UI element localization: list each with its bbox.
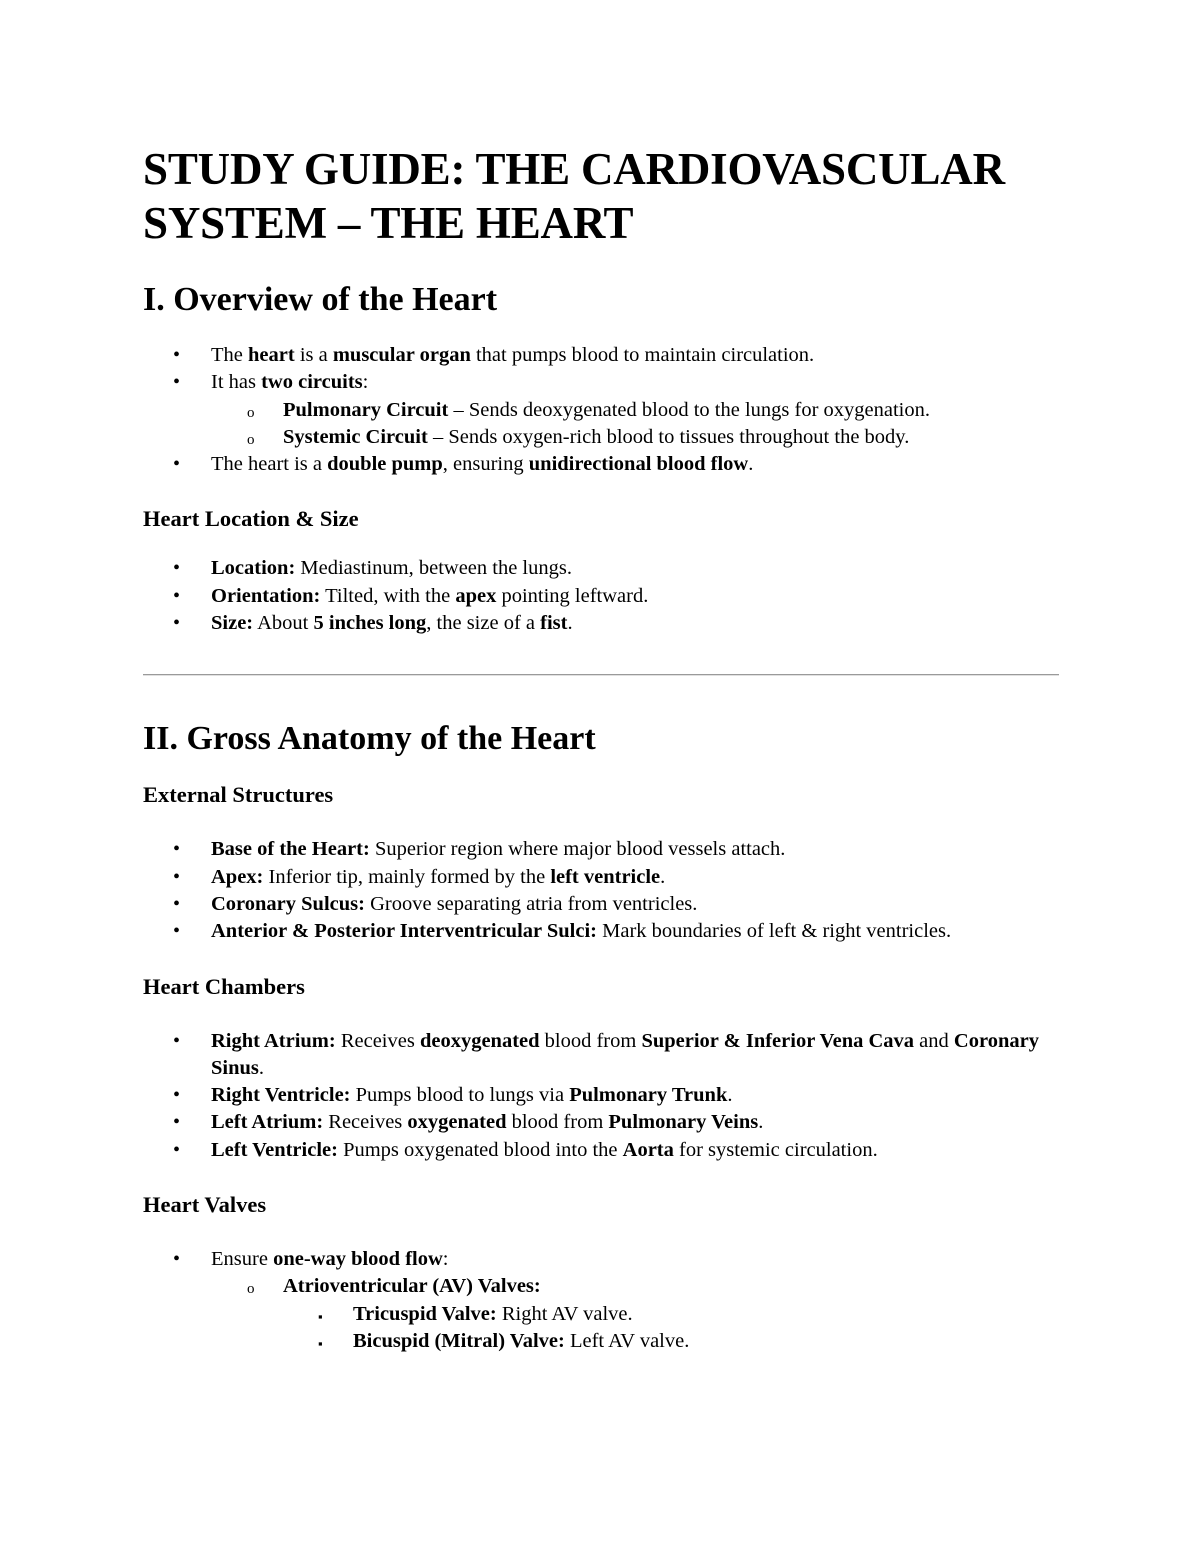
overview-list (143, 342, 1059, 397)
bullet-disc-icon: • (173, 371, 181, 394)
list-item: • The heart is a double pump, ensuring unidirectional blood flow. (143, 451, 1059, 478)
bullet-disc-icon: • (173, 1138, 181, 1161)
bullet-disc-icon: • (173, 865, 181, 888)
external-structures-heading: External Structures (143, 782, 334, 808)
list-item: • Apex: Inferior tip, mainly formed by the left ventricle. (143, 864, 1059, 891)
location-size-heading: Heart Location & Size (143, 506, 359, 532)
bullet-disc-icon: • (173, 1029, 181, 1052)
bullet-disc-icon: • (173, 557, 181, 580)
list-item: • Left Ventricle: Pumps oxygenated blood into the Aorta for systemic circulation. (143, 1137, 1059, 1164)
heart-valves-heading: Heart Valves (143, 1192, 267, 1218)
list-item: • Right Atrium: Receives deoxygenated blood from Superior & Inferior Vena Cava and Coronary Sinus. (173, 1029, 1039, 1079)
document-title (143, 142, 1059, 250)
list-item: • Size: About 5 inches long, the size of a fist. (143, 610, 1059, 637)
av-valves-list (143, 1273, 1059, 1300)
section-2-heading: II. Gross Anatomy of the Heart (143, 720, 596, 758)
bullet-disc-icon: • (173, 920, 181, 943)
list-item: • Orientation: Tilted, with the apex pointing leftward. (143, 583, 1059, 610)
bullet-circle-icon: o (247, 1281, 255, 1298)
list-item: o Pulmonary Circuit – Sends deoxygenated blood to the lungs for oxygenation. (143, 397, 1059, 424)
list-item: • Anterior & Posterior Interventricular Sulci: Mark boundaries of left & right ventricles. (143, 918, 1059, 945)
external-structures-list (143, 836, 1059, 945)
list-item: ▪ Bicuspid (Mitral) Valve: Left AV valve. (143, 1328, 1059, 1355)
list-item: ▪ Tricuspid Valve: Right AV valve. (143, 1301, 1059, 1328)
list-item: • Left Atrium: Receives oxygenated blood from Pulmonary Veins. (143, 1109, 1059, 1136)
list-item: • Right Ventricle: Pumps blood to lungs via Pulmonary Trunk. (143, 1082, 1059, 1109)
bullet-circle-icon: o (247, 404, 255, 421)
overview-list-continued (143, 451, 1059, 478)
list-item: • Coronary Sulcus: Groove separating atria from ventricles. (143, 891, 1059, 918)
title-line-2: SYSTEM – THE HEART (143, 198, 634, 248)
bullet-disc-icon: • (173, 612, 181, 635)
heart-chambers-list (143, 1028, 1059, 1164)
list-item: • It has two circuits: (143, 369, 1059, 396)
bullet-disc-icon: • (173, 838, 181, 861)
heart-valves-list (143, 1246, 1059, 1273)
heart-chambers-heading: Heart Chambers (143, 973, 305, 999)
location-size-list (143, 555, 1059, 637)
bullet-disc-icon: • (173, 1248, 181, 1271)
list-item: • Ensure one-way blood flow: (143, 1246, 1059, 1273)
bullet-disc-icon: • (173, 892, 181, 915)
list-item: o Atrioventricular (AV) Valves: (143, 1273, 1059, 1300)
bullet-disc-icon: • (173, 1111, 181, 1134)
section-1-heading: I. Overview of the Heart (143, 281, 498, 318)
bullet-square-icon: ▪ (318, 1335, 323, 1351)
list-item: • Base of the Heart: Superior region where major blood vessels attach. (143, 836, 1059, 863)
title-line-1: STUDY GUIDE: THE CARDIOVASCULAR (143, 144, 1005, 194)
av-valve-types-list (143, 1301, 1059, 1356)
bullet-disc-icon: • (173, 1084, 181, 1107)
horizontal-divider (143, 674, 1059, 676)
list-item: • Location: Mediastinum, between the lungs. (143, 555, 1059, 582)
document-page (143, 142, 1059, 1355)
bullet-square-icon: ▪ (318, 1308, 323, 1324)
bullet-disc-icon: • (173, 344, 181, 366)
list-item: o Systemic Circuit – Sends oxygen-rich blood to tissues throughout the body. (143, 424, 1059, 451)
bullet-circle-icon: o (247, 431, 255, 448)
circuits-list (143, 397, 1059, 452)
bullet-disc-icon: • (173, 453, 181, 476)
bullet-disc-icon: • (173, 584, 181, 607)
list-item: • The heart is a muscular organ that pumps blood to maintain circulation. (143, 342, 1059, 369)
